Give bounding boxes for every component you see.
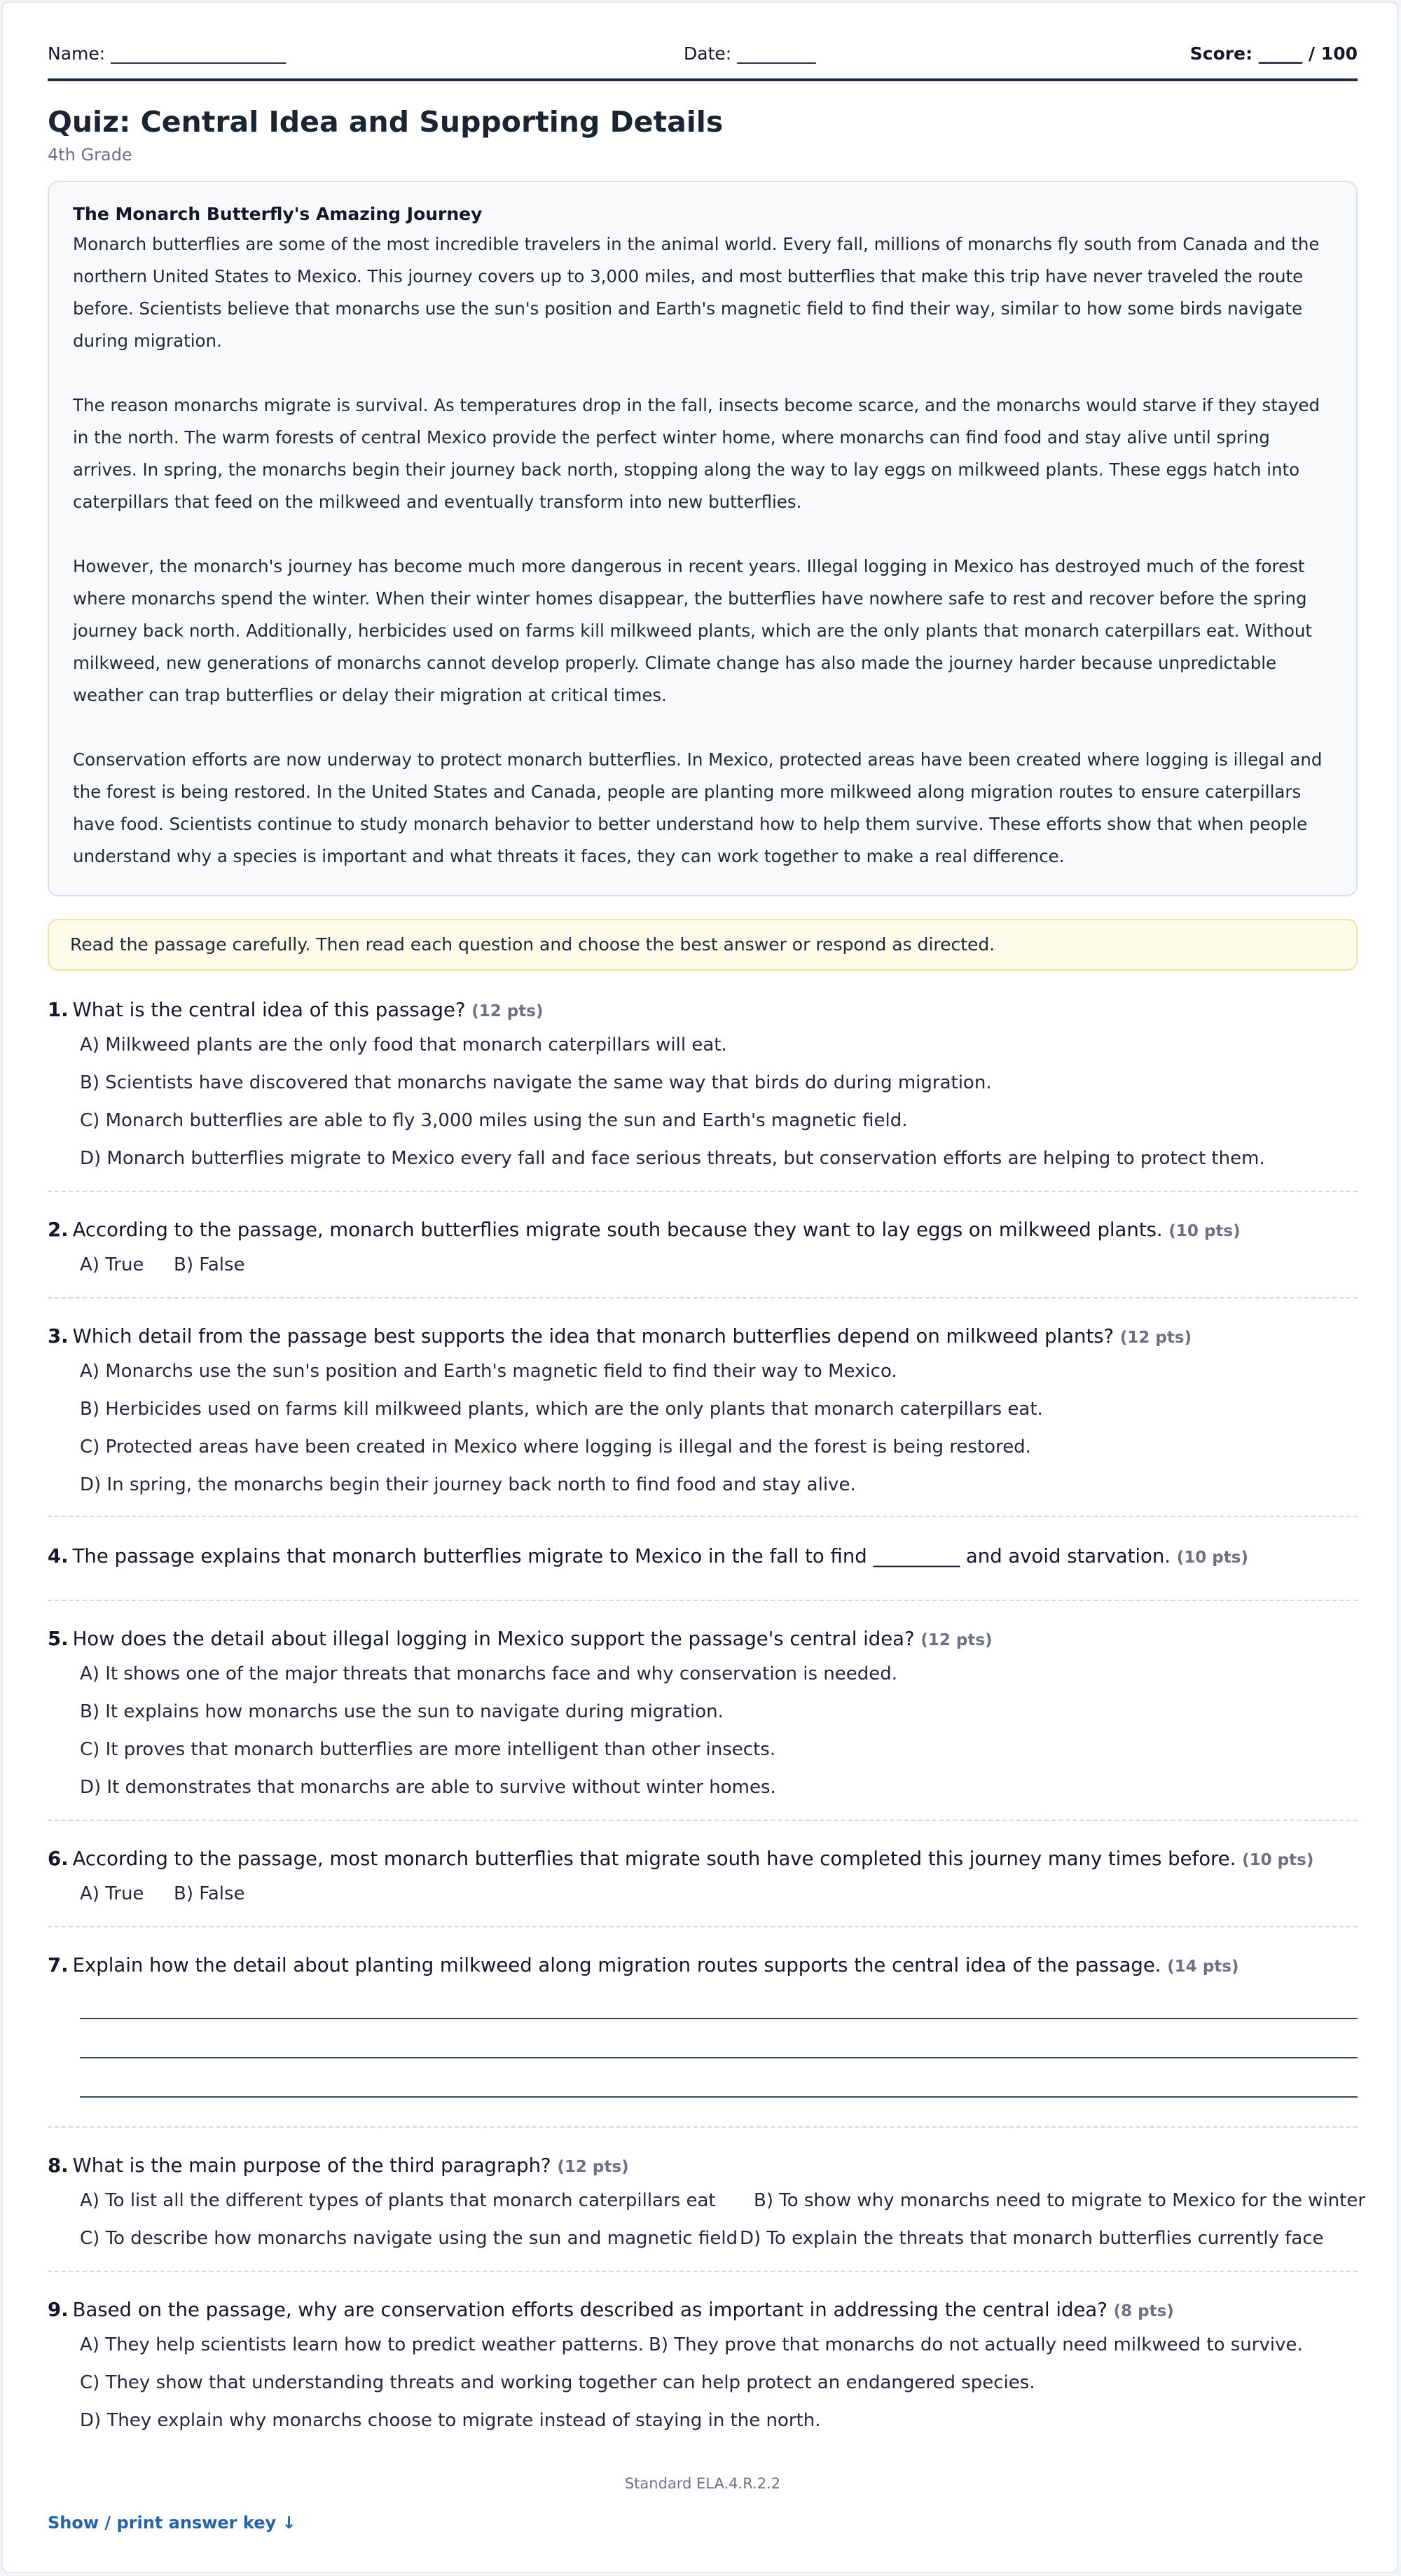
answer-option[interactable]: C) To describe how monarchs navigate using the sun and magnetic field xyxy=(80,2228,738,2249)
question-text: What is the main purpose of the third paragraph? xyxy=(72,2154,551,2177)
passage-title: The Monarch Butterfly's Amazing Journey xyxy=(73,204,483,224)
answer-line[interactable] xyxy=(80,2057,1358,2058)
question-text: How does the detail about illegal logging in Mexico support the passage's central idea? xyxy=(72,1628,915,1650)
quiz-page xyxy=(1,1,1398,2573)
question-stem xyxy=(48,1625,1358,1654)
answer-option[interactable]: B) Scientists have discovered that monarchs navigate the same way that birds do during migration. xyxy=(80,1072,992,1093)
points-label: (12 pts) xyxy=(557,2158,629,2176)
question-text: According to the passage, most monarch butterflies that migrate south have completed this journey many times before. xyxy=(72,1848,1236,1870)
passage-paragraph: The reason monarchs migrate is survival. As temperatures drop in the fall, insects become scarce, and the monarchs would starve if they stayed in the north. The warm forests of central Mexico provide the perfect winter home, where monarchs can find food and stay alive until spring arrives. In spring, the monarchs begin their journey back north, stopping along the way to lay eggs on milkweed plants. These eggs hatch into caterpillars that feed on the milkweed and eventually transform into new butterflies. xyxy=(73,395,1320,512)
question-text: What is the central idea of this passage? xyxy=(72,999,466,1021)
passage-paragraph: Conservation efforts are now underway to protect monarch butterflies. In Mexico, protected areas have been created where logging is illegal and the forest is being restored. In the United States and Canada, people are planting more milkweed along migration routes to ensure caterpillars have food. Scientists continue to study monarch behavior to better understand how to help them survive. These efforts show that when people understand why a species is important and what threats it faces, they can work together to make a real difference. xyxy=(73,749,1323,866)
question-3 xyxy=(48,1322,1358,1495)
question-number: 9. xyxy=(48,2299,69,2321)
answer-option[interactable]: A) They help scientists learn how to predict weather patterns. xyxy=(80,2334,644,2355)
worksheet-header xyxy=(48,43,1358,71)
question-divider xyxy=(48,1600,1358,1601)
question-stem xyxy=(48,1951,1358,1981)
points-label: (8 pts) xyxy=(1113,2302,1174,2320)
answer-option[interactable]: C) Protected areas have been created in Mexico where logging is illegal and the forest is being restored. xyxy=(80,1436,1031,1457)
answer-option[interactable]: B) They prove that monarchs do not actually need milkweed to survive. xyxy=(649,2334,1303,2355)
question-divider xyxy=(48,2126,1358,2128)
answer-option[interactable]: B) To show why monarchs need to migrate to Mexico for the winter xyxy=(754,2190,1366,2211)
question-number: 7. xyxy=(48,1954,69,1976)
question-2 xyxy=(48,1216,1358,1275)
answer-option[interactable]: C) They show that understanding threats and working together can help protect an endangered species. xyxy=(80,2372,1035,2393)
question-stem xyxy=(48,1322,1358,1352)
question-number: 6. xyxy=(48,1848,69,1870)
answer-option[interactable]: C) It proves that monarch butterflies are more intelligent than other insects. xyxy=(80,1739,776,1760)
answer-option[interactable]: D) It demonstrates that monarchs are able to survive without winter homes. xyxy=(80,1777,776,1798)
points-label: (14 pts) xyxy=(1167,1958,1239,1976)
question-text: According to the passage, monarch butterflies migrate south because they want to lay eggs on milkweed plants. xyxy=(72,1219,1163,1241)
instructions-box: Read the passage carefully. Then read each question and choose the best answer or respond as directed. xyxy=(48,919,1358,971)
question-6 xyxy=(48,1845,1358,1904)
answer-line[interactable] xyxy=(80,2018,1358,2019)
points-label: (12 pts) xyxy=(471,1002,544,1020)
name-field[interactable]: Name: ____________________ xyxy=(48,43,287,64)
question-stem xyxy=(48,2152,1358,2181)
answer-option[interactable]: D) They explain why monarchs choose to migrate instead of staying in the north. xyxy=(80,2410,821,2431)
score-field: Score: _____ / 100 xyxy=(1189,43,1358,64)
answer-option[interactable]: A) It shows one of the major threats that monarchs face and why conservation is needed. xyxy=(80,1663,898,1684)
question-stem xyxy=(48,996,1358,1025)
question-number: 2. xyxy=(48,1219,69,1241)
points-label: (10 pts) xyxy=(1176,1549,1248,1567)
date-field[interactable]: Date: _________ xyxy=(684,43,816,64)
page-title: Quiz: Central Idea and Supporting Details xyxy=(48,105,724,139)
question-text: Explain how the detail about planting milkweed along migration routes supports the central idea of the passage. xyxy=(72,1954,1161,1976)
question-text: Based on the passage, why are conservation efforts described as important in addressing the central idea? xyxy=(72,2299,1107,2321)
points-label: (10 pts) xyxy=(1242,1851,1314,1869)
question-8 xyxy=(48,2152,1366,2249)
question-number: 4. xyxy=(48,1545,69,1567)
answer-option[interactable]: B) It explains how monarchs use the sun to navigate during migration. xyxy=(80,1701,724,1722)
answer-option[interactable]: A) To list all the different types of plants that monarch caterpillars eat xyxy=(80,2190,716,2211)
header-divider xyxy=(48,78,1358,81)
answer-option-false[interactable]: B) False xyxy=(174,1883,245,1904)
answer-option-true[interactable]: A) True xyxy=(80,1883,144,1904)
question-divider xyxy=(48,2271,1358,2272)
answer-option[interactable]: C) Monarch butterflies are able to fly 3,000 miles using the sun and Earth's magnetic field. xyxy=(80,1110,908,1131)
question-stem xyxy=(48,1845,1358,1874)
points-label: (12 pts) xyxy=(920,1631,993,1649)
question-4 xyxy=(48,1542,1358,1572)
question-divider xyxy=(48,1516,1358,1517)
answer-option[interactable]: D) In spring, the monarchs begin their journey back north to find food and stay alive. xyxy=(80,1474,856,1495)
question-stem xyxy=(48,2296,1358,2325)
question-number: 3. xyxy=(48,1325,69,1348)
question-stem xyxy=(48,1542,1358,1572)
answer-line[interactable] xyxy=(80,2096,1358,2098)
points-label: (10 pts) xyxy=(1168,1222,1241,1240)
answer-option[interactable]: D) Monarch butterflies migrate to Mexico every fall and face serious threats, but conservation efforts are helping to protect them. xyxy=(80,1148,1265,1169)
question-text: The passage explains that monarch butterflies migrate to Mexico in the fall to find _________ and avoid starvation. xyxy=(72,1545,1171,1567)
question-9 xyxy=(48,2296,1358,2431)
answer-option[interactable]: D) To explain the threats that monarch butterflies currently face xyxy=(740,2228,1324,2249)
question-number: 1. xyxy=(48,999,69,1021)
question-divider xyxy=(48,1191,1358,1192)
standard-label: Standard ELA.4.R.2.2 xyxy=(624,2475,781,2492)
grade-label: 4th Grade xyxy=(48,145,132,165)
answer-key-link[interactable]: Show / print answer key ↓ xyxy=(48,2513,296,2533)
question-1 xyxy=(48,996,1358,1169)
answer-option-true[interactable]: A) True xyxy=(80,1254,144,1275)
question-stem xyxy=(48,1216,1358,1245)
passage-paragraph: However, the monarch's journey has become much more dangerous in recent years. Illegal logging in Mexico has destroyed much of the forest where monarchs spend the winter. When their winter homes disappear, the butterflies have nowhere safe to rest and recover before the spring journey back north. Additionally, herbicides used on farms kill milkweed plants, which are the only plants that monarch caterpillars eat. Without milkweed, new generations of monarchs cannot develop properly. Climate change has also made the journey harder because unpredictable weather can trap butterflies or delay their migration at critical times. xyxy=(73,556,1313,705)
answer-option[interactable]: A) Monarchs use the sun's position and Earth's magnetic field to find their way to Mexico. xyxy=(80,1361,897,1382)
reading-passage xyxy=(48,181,1358,896)
answer-option[interactable]: A) Milkweed plants are the only food that monarch caterpillars will eat. xyxy=(80,1034,727,1055)
question-divider xyxy=(48,1926,1358,1927)
answer-option[interactable]: B) Herbicides used on farms kill milkweed plants, which are the only plants that monarch caterpillars eat. xyxy=(80,1399,1043,1420)
question-number: 8. xyxy=(48,2154,69,2177)
question-divider xyxy=(48,1820,1358,1821)
answer-option-false[interactable]: B) False xyxy=(174,1254,245,1275)
question-5 xyxy=(48,1625,1358,1798)
question-7 xyxy=(48,1951,1358,1981)
passage-paragraph: Monarch butterflies are some of the most incredible travelers in the animal world. Every fall, millions of monarchs fly south from Canada and the northern United States to Mexico. This journey covers up to 3,000 miles, and most butterflies that make this trip have never traveled the route before. Scientists believe that monarchs use the sun's position and Earth's magnetic field to find their way, similar to how some birds navigate during migration. xyxy=(73,234,1320,351)
points-label: (12 pts) xyxy=(1119,1329,1192,1347)
question-number: 5. xyxy=(48,1628,69,1650)
question-divider xyxy=(48,1297,1358,1299)
question-text: Which detail from the passage best supports the idea that monarch butterflies depend on milkweed plants? xyxy=(72,1325,1114,1348)
